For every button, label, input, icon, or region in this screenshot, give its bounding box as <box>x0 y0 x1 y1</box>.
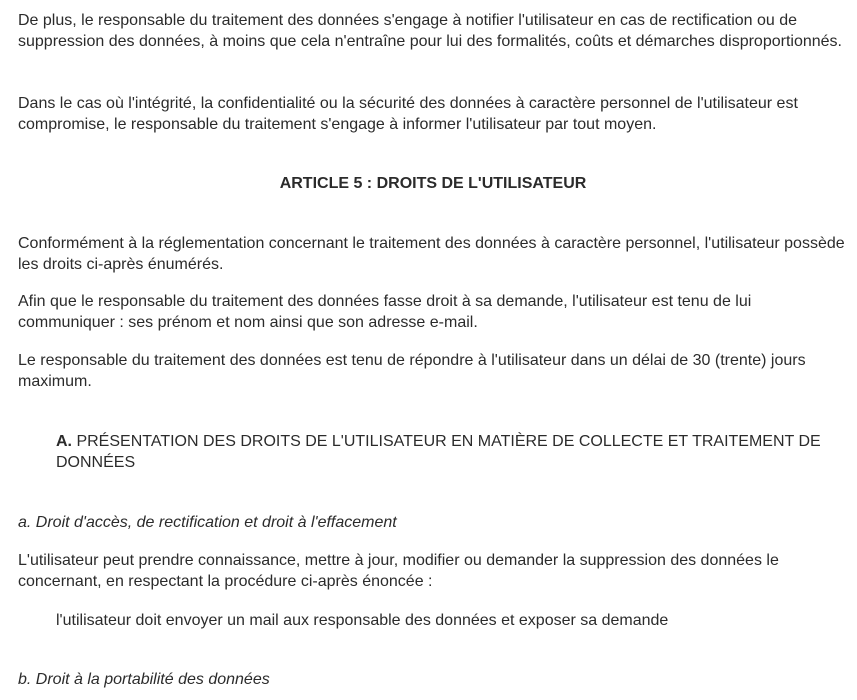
paragraph-rights: Conformément à la réglementation concernant le traitement des données à caractère personnel, l'utilisateur possède les droits ci-après énumérés. <box>18 235 845 273</box>
paragraph-procedure: l'utilisateur doit envoyer un mail aux responsable des données et exposer sa demande <box>56 612 669 629</box>
article-heading: ARTICLE 5 : DROITS DE L'UTILISATEUR <box>279 175 587 192</box>
paragraph-integrity: Dans le cas où l'intégrité, la confidentialité ou la sécurité des données à caractère personnel de l'utilisateur est compromise, le responsable du traitement s'engage à informer l'utilisateur par tout moyen. <box>18 95 798 133</box>
paragraph-access: L'utilisateur peut prendre connaissance, mettre à jour, modifier ou demander la suppression des données le concernant, en respectant la procédure ci-après énoncée : <box>18 552 779 590</box>
section-title: PRÉSENTATION DES DROITS DE L'UTILISATEUR EN MATIÈRE DE COLLECTE ET TRAITEMENT DE DONNÉES <box>56 433 821 471</box>
subsection-heading-portability: b. Droit à la portabilité des données <box>18 671 270 688</box>
paragraph-notification: De plus, le responsable du traitement des données s'engage à notifier l'utilisateur en cas de rectification ou de suppression des données, à moins que cela n'entraîne pour lui des formalités, coûts et démarches disproportionnés. <box>18 12 842 50</box>
paragraph-request: Afin que le responsable du traitement des données fasse droit à sa demande, l'utilisateur est tenu de lui communiquer : ses prénom et nom ainsi que son adresse e-mail. <box>18 293 752 331</box>
section-heading-a <box>56 431 848 473</box>
subsection-heading-access: a. Droit d'accès, de rectification et droit à l'effacement <box>18 514 397 531</box>
section-letter: A. <box>56 433 72 450</box>
paragraph-delay: Le responsable du traitement des données est tenu de répondre à l'utilisateur dans un délai de 30 (trente) jours maximum. <box>18 352 806 390</box>
